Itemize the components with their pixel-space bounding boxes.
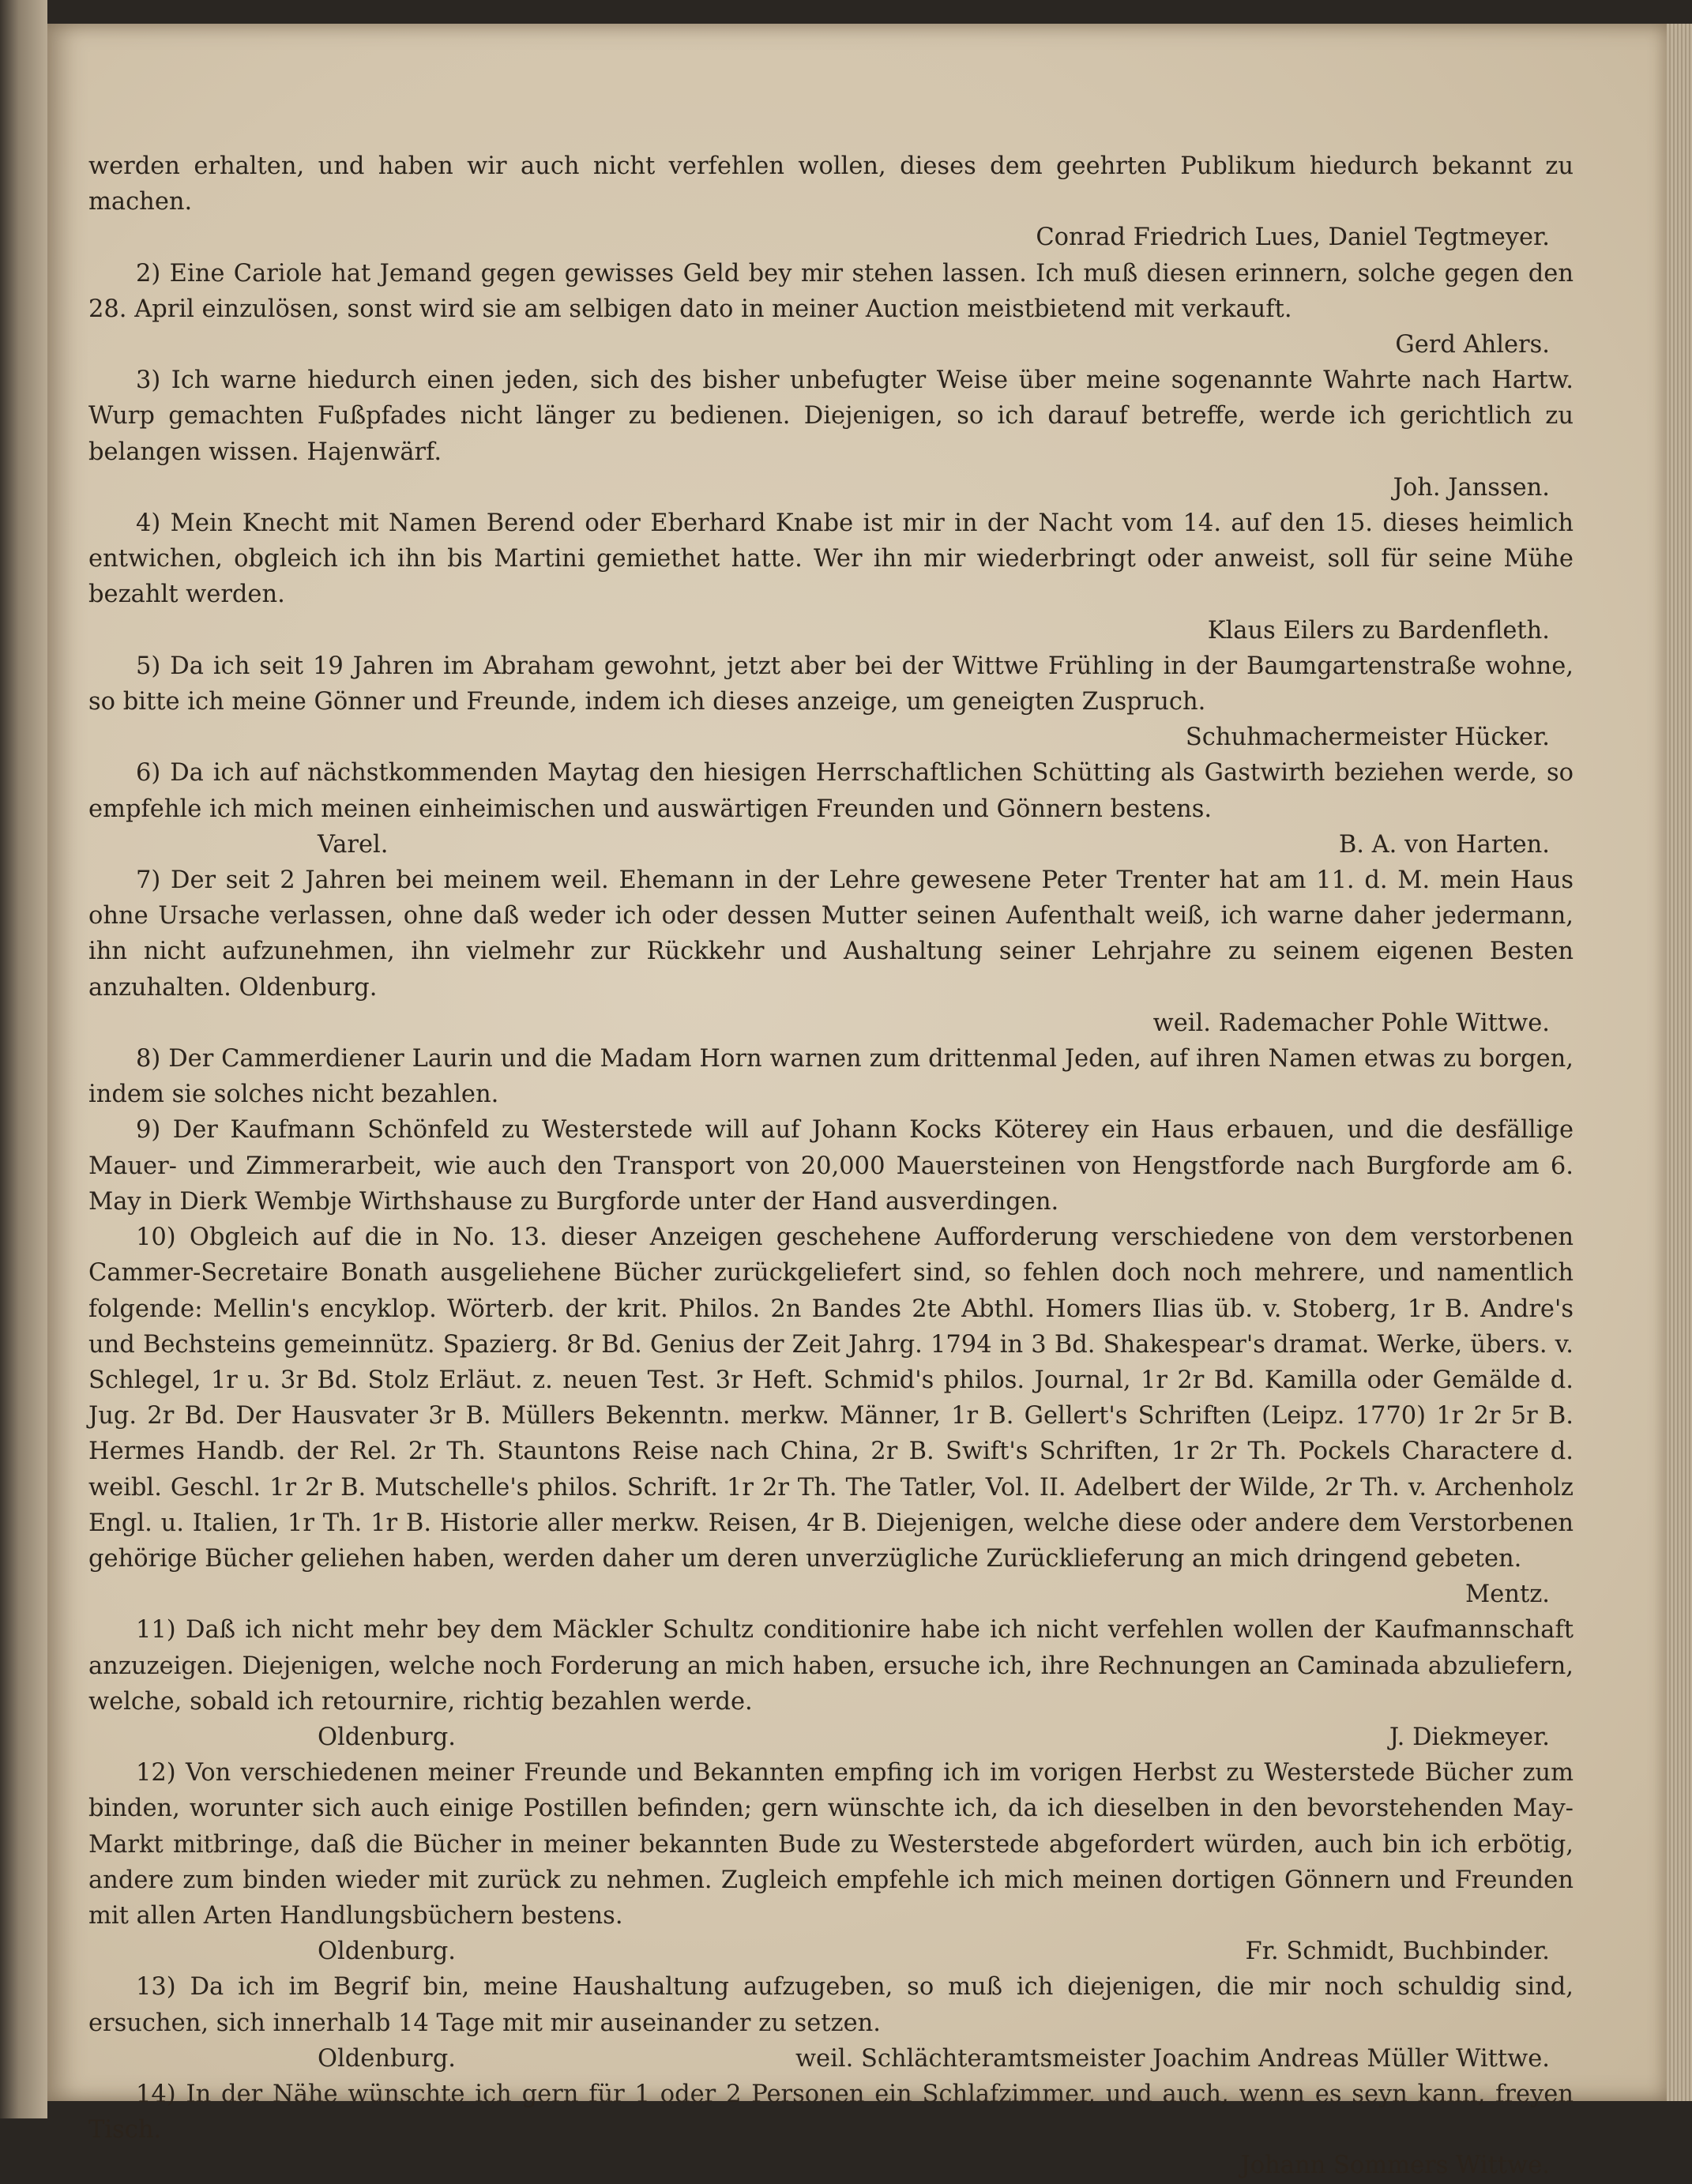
newspaper-page xyxy=(47,24,1667,2180)
notice-5-signature: Schuhmachermeister Hücker. xyxy=(1185,724,1550,752)
notice-10: 10) Obgleich auf die in No. 13. dieser Anzeigen geschehene Aufforderung verschiedene von dem verstorbenen Cammer-Secretaire Bonath ausgeliehene Bücher zurückgeliefert sind, so fehlen doch noch mehrere, und namentlich folgende: Mellin's encyklop. Wörterb. der krit. Philos. 2n Bandes 2te Abthl. Homers Ilias üb. v. Stoberg, 1r B. Andre's und Bechsteins gemeinnütz. Spazierg. 8r Bd. Genius der Zeit Jahrg. 1794 in 3 Bd. Shakespear's dramat. Werke, übers. v. Schlegel, 1r u. 3r Bd. Stolz Erläut. z. neuen Test. 3r Heft. Schmid's philos. Journal, 1r 2r Bd. Kamilla oder Gemälde d. Jug. 2r Bd. Der Hausvater 3r B. Müllers Bekenntn. merkw. Männer, 1r B. Gellert's Schriften (Leipz. 1770) 1r 2r 5r B. Hermes Handb. der Rel. 2r Th. Stauntons Reise nach China, 2r B. Swift's Schriften, 1r 2r Th. Pockels Charactere d. weibl. Geschl. 1r 2r B. Mutschelle's philos. Schrift. 1r 2r Th. The Tatler, Vol. II. Adelbert der Wilde, 2r Th. v. Archenholz Engl. u. Italien, 1r Th. 1r B. Historie aller merkw. Reisen, 4r B. Diejenigen, welche diese oder andere dem Verstorbenen gehörige Bücher geliehen haben, werden daher um deren unverzügliche Zurücklieferung an mich dringend gebeten. xyxy=(88,1224,1574,1573)
notice-4: 4) Mein Knecht mit Namen Berend oder Eberhard Knabe ist mir in der Nacht vom 14. auf den 15. dieses heimlich entwichen, obgleich ich ihn bis Martini gemiethet hatte. Wer ihn mir wiederbringt oder anweist, soll für seine Mühe bezahlt werden. xyxy=(88,509,1574,609)
notice-continuation: werden erhalten, und haben wir auch nicht verfehlen wollen, dieses dem geehrten Publikum hiedurch bekannt zu machen. xyxy=(88,152,1574,216)
notice-11: 11) Daß ich nicht mehr bey dem Mäckler Schultz conditionire habe ich nicht verfehlen wollen der Kaufmannschaft anzuzeigen. Diejenigen, welche noch Forderung an mich haben, ersuche ich, ihre Rechnungen an Caminada abzuliefern, welche, sobald ich retournire, richtig bezahlen werde. xyxy=(88,1616,1574,1716)
notice-6-footer xyxy=(88,827,1574,863)
notice-5: 5) Da ich seit 19 Jahren im Abraham gewohnt, jetzt aber bei der Wittwe Frühling in der Baumgartenstraße wohne, so bitte ich meine Gönner und Freunde, indem ich dieses anzeige, um geneigten Zuspruch. xyxy=(88,652,1574,716)
notice-13-footer xyxy=(88,2041,1574,2077)
notice-3-signature: Joh. Janssen. xyxy=(1393,473,1550,502)
left-page-edge xyxy=(0,0,47,2118)
notice-6-location: Varel. xyxy=(318,830,389,859)
notice-12-signature: Fr. Schmidt, Buchbinder. xyxy=(1245,1938,1550,1966)
notice-2: 2) Eine Cariole hat Jemand gegen gewisses Geld bey mir stehen lassen. Ich muß diesen erinnern, solche gegen den 28. April einzulösen, sonst wird sie am selbigen dato in meiner Auction meistbietend mit verkauft. xyxy=(88,259,1574,323)
page-stack-edge xyxy=(1667,24,1692,2101)
notice-6: 6) Da ich auf nächstkommenden Maytag den hiesigen Herrschaftlichen Schütting als Gastwirth beziehen werde, so empfehle ich mich meinen einheimischen und auswärtigen Freunden und Gönnern bestens. xyxy=(88,759,1574,823)
notice-13: 13) Da ich im Begrif bin, meine Haushaltung aufzugeben, so muß ich diejenigen, die mir noch schuldig sind, ersuchen, sich innerhalb 14 Tage mit mir auseinander zu setzen. xyxy=(88,1973,1574,2037)
notice-12-footer xyxy=(88,1934,1574,1969)
notice-12: 12) Von verschiedenen meiner Freunde und Bekannten empfing ich im vorigen Herbst zu Westerstede Bücher zum binden, worunter sich auch einige Postillen befinden; gern wünschte ich, da ich dieselben in den bevorstehenden May-Markt mitbringe, daß die Bücher in meiner bekannten Bude zu Westerstede abgefordert würden, auch bin ich erbötig, andere zum binden wieder mit zurück zu nehmen. Zugleich empfehle ich mich meinen dortigen Gönnern und Freunden mit allen Arten Handlungsbüchern bestens. xyxy=(88,1759,1574,1930)
notice-13-signature: weil. Schlächteramtsmeister Joachim Andreas Müller Wittwe. xyxy=(795,2044,1550,2073)
notice-7: 7) Der seit 2 Jahren bei meinem weil. Ehemann in der Lehre gewesene Peter Trenter hat am 11. d. M. mein Haus ohne Ursache verlassen, ohne daß weder ich oder dessen Mutter seinen Aufenthalt weiß, ich warne daher jedermann, ihn nicht aufzunehmen, ihn vielmehr zur Rückkehr und Aushaltung seiner Lehrjahre zu seinem eigenen Besten anzuhalten. Oldenburg. xyxy=(88,866,1574,1002)
notice-3: 3) Ich warne hiedurch einen jeden, sich des bisher unbefugter Weise über meine sogenannte Wahrte nach Hartw. Wurp gemachten Fußpfades nicht länger zu bedienen. Diejenigen, so ich darauf betreffe, werde ich gerichtlich zu belangen wissen. Hajenwärf. xyxy=(88,367,1574,466)
notice-7-signature: weil. Rademacher Pohle Wittwe. xyxy=(1152,1009,1550,1037)
notice-11-footer xyxy=(88,1720,1574,1755)
notice-10-signature: Mentz. xyxy=(1465,1581,1550,1609)
notice-6-signature: B. A. von Harten. xyxy=(1338,830,1550,859)
notice-4-signature: Klaus Eilers zu Bardenfleth. xyxy=(1207,616,1550,645)
notice-signature: Conrad Friedrich Lues, Daniel Tegtmeyer. xyxy=(1036,224,1550,252)
notice-2-signature: Gerd Ahlers. xyxy=(1395,331,1550,359)
notice-11-location: Oldenburg. xyxy=(318,1723,456,1751)
notice-13-location: Oldenburg. xyxy=(318,2044,456,2073)
notice-14: 14) In der Nähe wünschte ich gern für 1 oder 2 Personen ein Schlafzimmer, und auch, wenn es seyn kann, freyen Tisch. xyxy=(88,2080,1574,2145)
page-text xyxy=(88,148,1574,2184)
notice-8: 8) Der Cammerdiener Laurin und die Madam Horn warnen zum drittenmal Jeden, auf ihren Namen etwas zu borgen, indem sie solches nicht bezahlen. xyxy=(88,1045,1574,1109)
notice-12-location: Oldenburg. xyxy=(318,1938,456,1966)
notice-11-signature: J. Diekmeyer. xyxy=(1389,1723,1550,1751)
notice-14-signature: Johann Sommers Wittwe. xyxy=(1240,2152,1550,2180)
notice-9: 9) Der Kaufmann Schönfeld zu Westerstede will auf Johann Kocks Köterey ein Haus erbauen, und die desfällige Mauer- und Zimmerarbeit, wie auch den Transport von 20,000 Mauersteinen von Hengstforde nach Burgforde am 6. May in Dierk Wembje Wirthshause zu Burgforde unter der Hand ausverdingen. xyxy=(88,1116,1574,1216)
